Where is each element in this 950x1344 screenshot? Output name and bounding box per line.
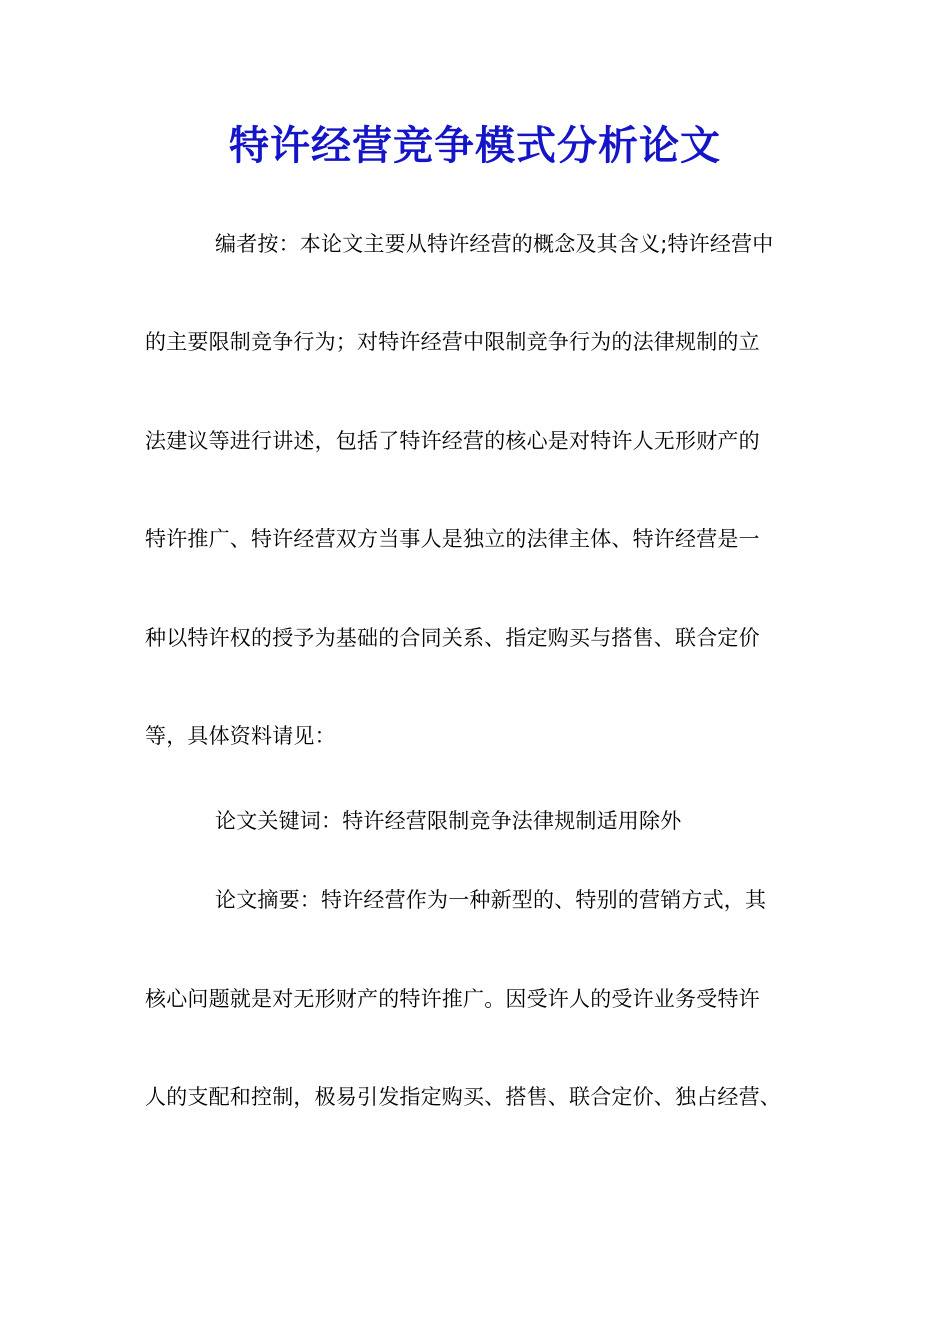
paragraph-line: 特许推广、特许经营双方当事人是独立的法律主体、特许经营是一 [145, 527, 760, 551]
paragraph-line: 编者按：本论文主要从特许经营的概念及其含义;特许经营中 [215, 232, 774, 256]
paragraph-line: 等，具体资料请见： [145, 724, 336, 748]
paragraph-line: 法建议等进行讲述，包括了特许经营的核心是对特许人无形财产的 [145, 429, 760, 453]
keywords-line: 论文关键词：特许经营限制竞争法律规制适用除外 [215, 809, 682, 833]
paragraph-line: 种以特许权的授予为基础的合同关系、指定购买与搭售、联合定价 [145, 626, 760, 650]
abstract-line: 论文摘要：特许经营作为一种新型的、特别的营销方式，其 [215, 888, 767, 912]
paragraph-line: 的主要限制竞争行为；对特许经营中限制竞争行为的法律规制的立 [145, 330, 760, 354]
paragraph-line: 核心问题就是对无形财产的特许推广。因受许人的受许业务受特许 [145, 987, 760, 1011]
paragraph-line: 人的支配和控制，极易引发指定购买、搭售、联合定价、独占经营、 [145, 1085, 781, 1109]
document-title: 特许经营竞争模式分析论文 [229, 122, 721, 169]
